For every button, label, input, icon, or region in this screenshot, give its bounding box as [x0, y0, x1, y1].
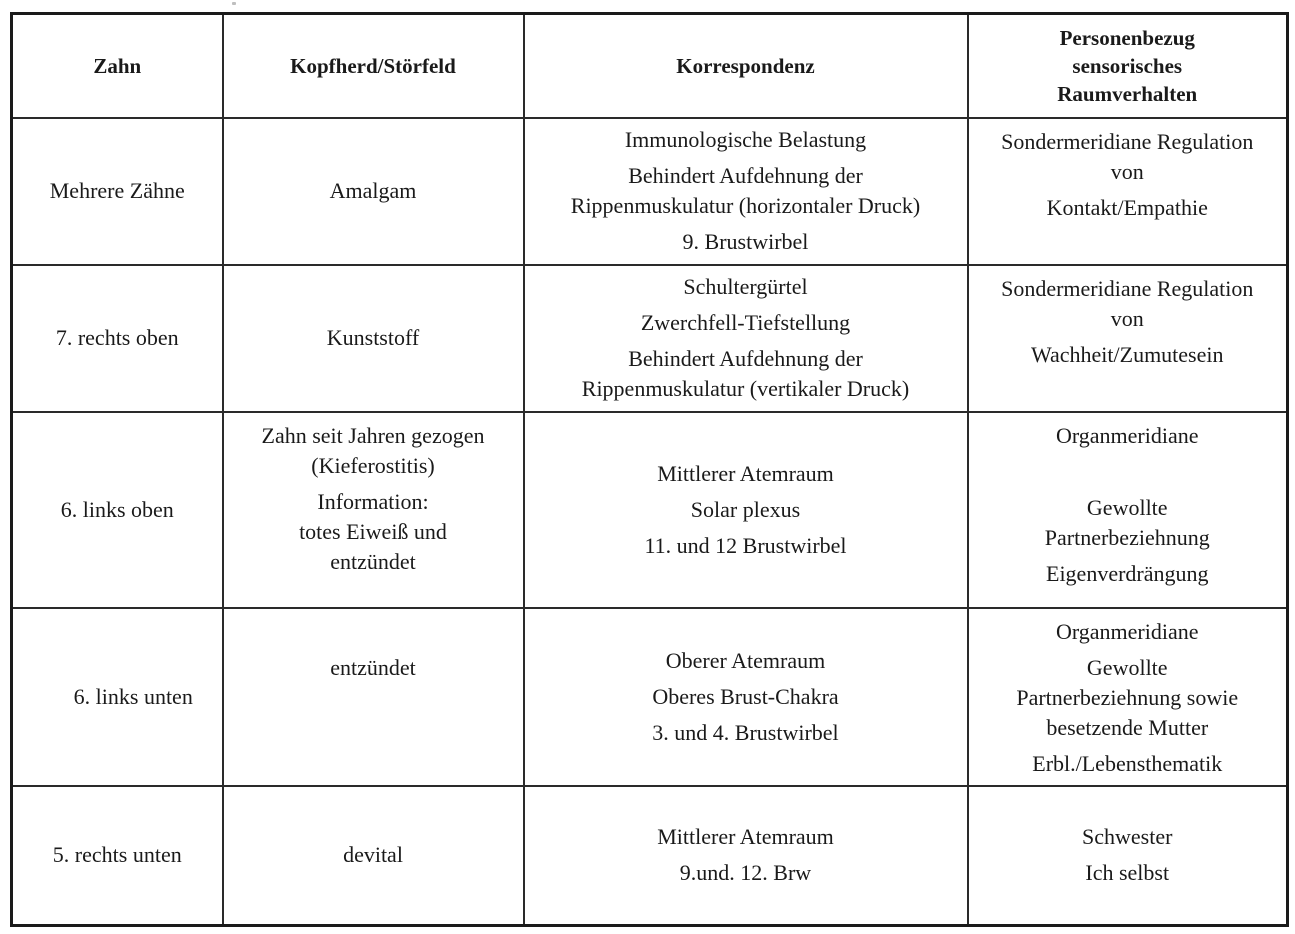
cell-korrespondenz: Mittlerer Atemraum 9.und. 12. Brw	[524, 786, 968, 926]
table-row	[12, 265, 1288, 412]
header-korrespondenz: Korrespondenz	[524, 14, 968, 118]
cell-personenbezug: Sondermeridiane Regulation von Wachheit/Zumutesein	[968, 265, 1288, 412]
table-row	[12, 412, 1288, 608]
cell-kopfherd: entzündet	[223, 608, 524, 786]
cell-korrespondenz: Oberer Atemraum Oberes Brust-Chakra 3. und 4. Brustwirbel	[524, 608, 968, 786]
cell-korrespondenz: Mittlerer Atemraum Solar plexus 11. und 12 Brustwirbel	[524, 412, 968, 608]
cell-korrespondenz: Immunologische Belastung Behindert Aufdehnung der Rippenmuskulatur (horizontaler Druck) 9. Brustwirbel	[524, 118, 968, 265]
cell-zahn: 6. links unten	[12, 608, 223, 786]
header-kopfherd: Kopfherd/Störfeld	[223, 14, 524, 118]
cell-personenbezug: Sondermeridiane Regulation von Kontakt/Empathie	[968, 118, 1288, 265]
cell-kopfherd: Kunststoff	[223, 265, 524, 412]
cell-zahn: 7. rechts oben	[12, 265, 223, 412]
cell-kopfherd: Zahn seit Jahren gezogen (Kieferostitis) Information: totes Eiweiß und entzündet	[223, 412, 524, 608]
cell-korrespondenz: Schultergürtel Zwerchfell-Tiefstellung Behindert Aufdehnung der Rippenmuskulatur (vertikaler Druck)	[524, 265, 968, 412]
table-row	[12, 118, 1288, 265]
table-row	[12, 786, 1288, 926]
cell-zahn: 5. rechts unten	[12, 786, 223, 926]
table-row	[12, 608, 1288, 786]
cell-zahn: 6. links oben	[12, 412, 223, 608]
cell-personenbezug: Organmeridiane Gewollte Partnerbeziehnung Eigenverdrängung	[968, 412, 1288, 608]
cell-kopfherd: Amalgam	[223, 118, 524, 265]
cell-kopfherd: devital	[223, 786, 524, 926]
cell-personenbezug: Organmeridiane Gewollte Partnerbeziehnung sowie besetzende Mutter Erbl./Lebensthematik	[968, 608, 1288, 786]
dental-correspondence-table	[10, 12, 1289, 927]
scan-speck	[232, 2, 236, 5]
table-header-row	[12, 14, 1288, 118]
cell-personenbezug: Schwester Ich selbst	[968, 786, 1288, 926]
header-zahn: Zahn	[12, 14, 223, 118]
header-personenbezug: Personenbezug sensorisches Raumverhalten	[968, 14, 1288, 118]
cell-zahn: Mehrere Zähne	[12, 118, 223, 265]
